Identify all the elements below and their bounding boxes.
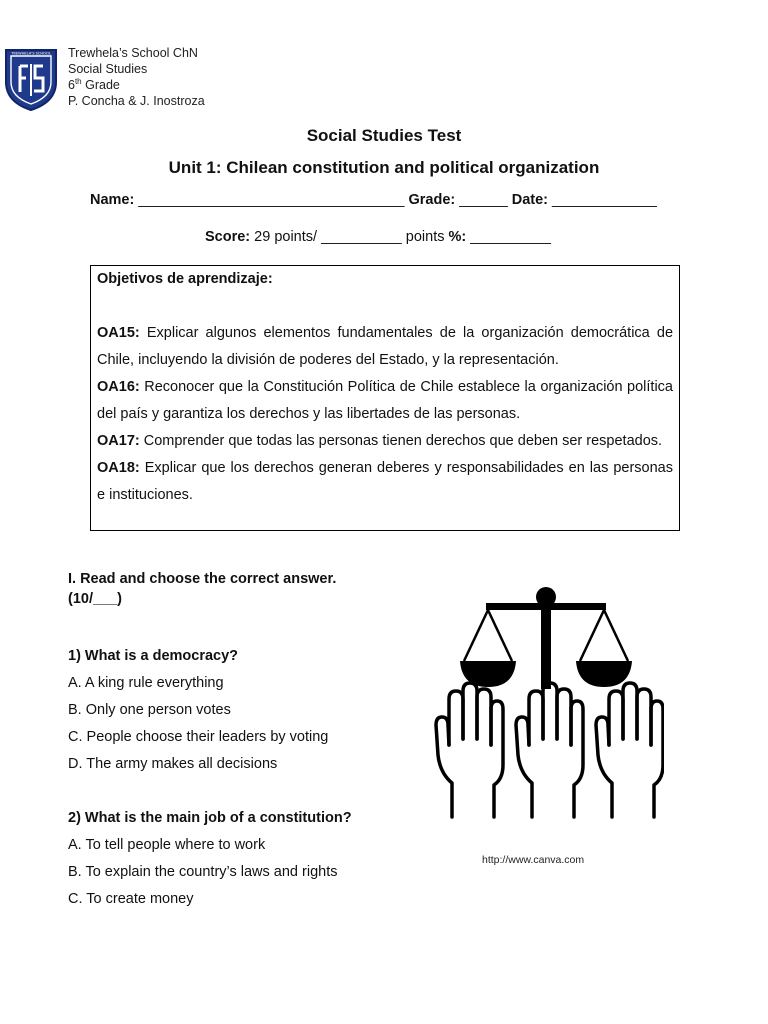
grade-blank[interactable]: ______ [459, 192, 508, 208]
section-instruction: I. Read and choose the correct answer. [68, 571, 337, 587]
objective-oa18: OA18: Explicar que los derechos generan deberes y responsabilidades en las personas e instituciones. [97, 460, 673, 503]
teacher-names: P. Concha & J. Inostroza [68, 94, 205, 108]
percent-blank[interactable]: __________ [470, 229, 551, 245]
question-1-option-d[interactable]: D. The army makes all decisions [68, 756, 278, 772]
objective-oa17: OA17: Comprender que todas las personas tienen derechos que deben ser respetados. [97, 433, 663, 449]
section-score: (10/___) [68, 591, 123, 607]
grade-level: 6th Grade [68, 76, 120, 92]
student-info-line [90, 192, 657, 208]
date-blank[interactable]: _____________ [552, 192, 657, 208]
section-title [68, 569, 336, 609]
question-2-option-c[interactable]: C. To create money [68, 891, 194, 907]
question-2-option-b[interactable]: B. To explain the country’s laws and rights [68, 864, 338, 880]
objective-oa15: OA15: Explicar algunos elementos fundamentales de la organización democrática de Chile, incluyendo la división de poderes del Estado, y la representación. [97, 325, 674, 368]
score-line [205, 229, 551, 245]
question-2 [68, 805, 352, 913]
percent-label: %: [448, 229, 467, 245]
question-1 [68, 643, 328, 778]
grade-label: Grade: [408, 192, 456, 208]
image-credit: http://www.canva.com [482, 854, 585, 866]
question-2-text: 2) What is the main job of a constitution? [68, 810, 352, 826]
school-info [68, 45, 205, 109]
question-1-option-b[interactable]: B. Only one person votes [68, 702, 231, 718]
question-2-option-a[interactable]: A. To tell people where to work [68, 837, 266, 853]
svg-text:TREWHELA'S SCHOOL: TREWHELA'S SCHOOL [11, 51, 51, 56]
score-total: 29 points/ [254, 229, 318, 245]
unit-title: Unit 1: Chilean constitution and political organization [168, 158, 600, 177]
question-1-text: 1) What is a democracy? [68, 648, 239, 664]
question-1-option-c[interactable]: C. People choose their leaders by voting [68, 729, 329, 745]
test-title: Social Studies Test [306, 126, 462, 145]
subject-name: Social Studies [68, 62, 148, 76]
learning-objectives-box [90, 265, 680, 531]
objective-oa16: OA16: Reconocer que la Constitución Política de Chile establece la organización política del país y garantiza los derechos y las libertades de las personas. [97, 379, 673, 422]
justice-scale-raised-hands-icon [428, 585, 664, 825]
school-name: Trewhela’s School ChN [68, 46, 198, 60]
points-word: points [405, 229, 445, 245]
date-label: Date: [511, 192, 548, 208]
objectives-heading: Objetivos de aprendizaje: [97, 271, 273, 287]
school-logo [3, 44, 59, 112]
name-blank[interactable]: _________________________________ [138, 192, 405, 208]
question-1-option-a[interactable]: A. A king rule everything [68, 675, 224, 691]
score-blank[interactable]: __________ [321, 229, 402, 245]
score-label: Score: [205, 229, 251, 245]
name-label: Name: [90, 192, 135, 208]
